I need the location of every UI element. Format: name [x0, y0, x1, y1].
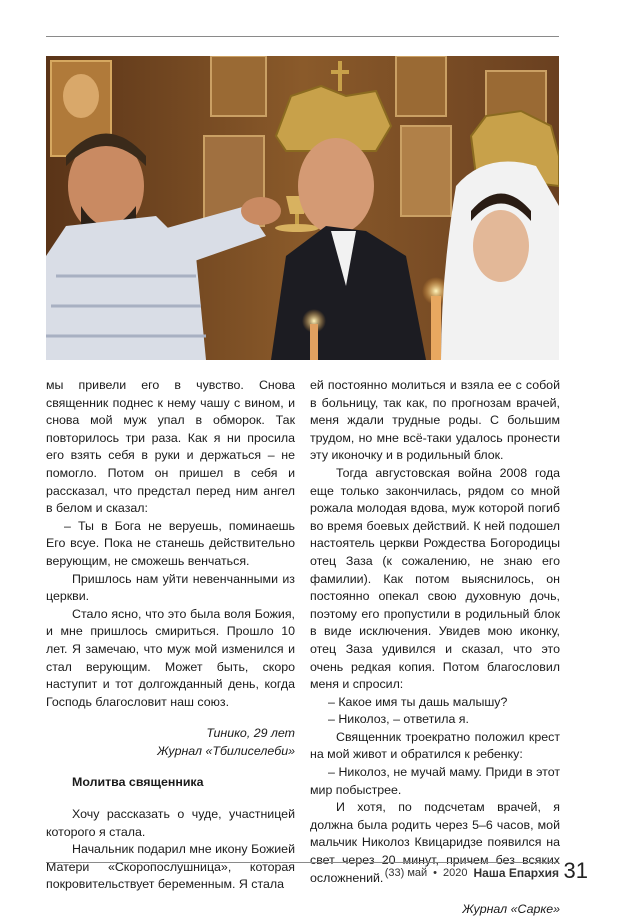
paragraph: – Николоз, не мучай маму. Приди в этот мир побыстрее.	[310, 765, 560, 797]
right-text-column	[310, 377, 560, 919]
spacer	[46, 792, 295, 806]
wedding-photo	[46, 56, 559, 360]
paragraph: Стало ясно, что это была воля Божия, и мне пришлось смириться. Прошло 10 лет. Я замечаю, что муж мой изменился и стал верующим. Может быть, скоро наступит и тот долгожданный день, когда Господь благословит наш союз.	[46, 606, 295, 709]
issue-label: (33) май	[384, 867, 428, 879]
bottom-rule	[46, 862, 559, 863]
signature-line: Тинико, 29 лет	[206, 726, 295, 741]
paragraph: – Ты в Бога не веруешь, поминаешь Его всуе. Пока не станешь действительно верующим, не сможешь венчаться.	[46, 518, 295, 568]
section-heading: Молитва священника	[72, 775, 204, 790]
signature-line: Журнал «Сарке»	[462, 902, 560, 917]
bullet-separator: •	[433, 867, 438, 879]
page-footer	[385, 866, 559, 880]
paragraph: мы привели его в чувство. Снова священник поднес к нему чашу с вином, и снова мой муж упал в обморок. Так повторилось три раза. Как я ни просила его взять себя в руки и держаться – не помогло. Потом он пришел в себя и рассказал, что предстал перед ним ангел в белом и сказал:	[46, 378, 295, 516]
magazine-name: Наша Епархия	[473, 866, 559, 880]
paragraph: Священник троекратно положил крест на мой живот и обратился к ребенку:	[310, 729, 560, 762]
spacer	[310, 887, 560, 901]
top-rule	[46, 36, 559, 37]
spacer	[46, 711, 295, 725]
paragraph: Пришлось нам уйти невенчанными из церкви.	[46, 571, 295, 604]
paragraph: ей постоянно молиться и взяла ее с собой в больницу, так как, по прогнозам врачей, меня ждали трудные роды. С большим трудом, но мне всё-таки удалось пронести эту иконочку и в родильный блок.	[310, 378, 560, 463]
paragraph: – Какое имя ты дашь малышу?	[328, 694, 508, 709]
signature-line: Журнал «Тбилиселеби»	[157, 743, 295, 758]
paragraph: И хотя, по подсчетам врачей, я должна была родить через 5–6 часов, мой мальчик Николоз Квицаридзе появился на свет через 20 минут, причем без всяких осложнений.	[310, 800, 560, 885]
paragraph: – Николоз, – ответила я.	[328, 712, 469, 727]
left-text-column	[46, 377, 295, 894]
year-label: 2020	[443, 867, 468, 879]
spacer	[46, 760, 295, 774]
paragraph: Тогда августовская война 2008 года еще только закончилась, рядом со мной рожала молодая вдова, муж которой погиб во время боевых действий. К ней подошел настоятель церкви Рождества Богородицы отец Заза (к сожалению, не знаю его фамилии). Как потом выяснилось, он постоянно опекал свою духовную дочь, поэтому его пропустили в родильный блок в виде исключения. Увидев мою иконку, отец Заза удивился и сказал, что это очень редкая копия. Потом благословил меня и спросил:	[310, 465, 560, 692]
paragraph: Хочу рассказать о чуде, участницей которого я стала.	[46, 807, 295, 839]
page-number: 31	[563, 858, 588, 883]
paragraph: Начальник подарил мне икону Божией Матери «Скоропослушница», которая покровительствует беременным. Я стала	[46, 842, 295, 892]
